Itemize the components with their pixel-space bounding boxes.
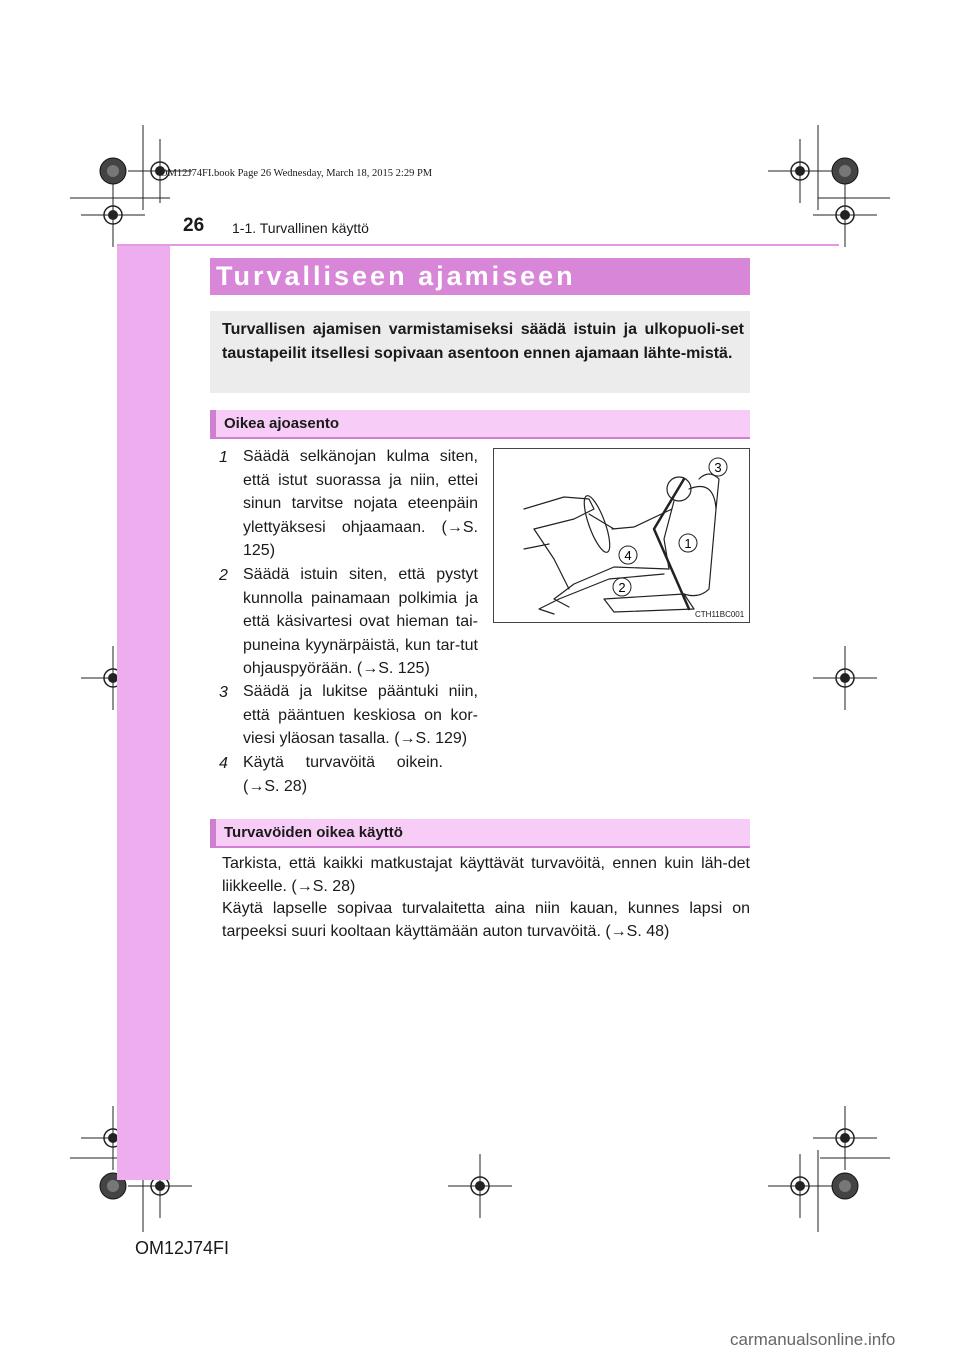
item-text: Käytä turvavöitä oikein. (→S. 28) <box>243 754 443 795</box>
driving-position-figure <box>493 448 750 623</box>
section-label: 1-1. Turvallinen käyttö <box>232 220 369 236</box>
header-rule <box>117 244 839 246</box>
callout-label: 4 <box>624 548 632 563</box>
item-number: 4 <box>219 755 228 772</box>
callout-label: 3 <box>714 460 722 475</box>
callout-label: 1 <box>684 536 692 551</box>
item-text: Säädä ja lukitse pääntuki niin, että pääntuen keskiosa on kor-viesi yläosan tasalla. (→S. 129) <box>243 683 478 747</box>
page-number: 26 <box>183 215 205 236</box>
book-info-line: OM12J74FI.book Page 26 Wednesday, March 18, 2015 2:29 PM <box>160 168 433 179</box>
watermark: carmanualsonline.info <box>730 1330 896 1349</box>
subheading-oikea-ajoasento: Oikea ajoasento <box>224 415 340 432</box>
side-tab-strip <box>117 245 170 1180</box>
item-number: 2 <box>219 567 228 584</box>
footer-code: OM12J74FI <box>135 1238 230 1258</box>
callout-label: 2 <box>618 580 626 595</box>
subheading-turvavoiden-kaytto: Turvavöiden oikea käyttö <box>224 824 403 841</box>
page-title: Turvalliseen ajamiseen <box>216 261 576 291</box>
paragraph-1: Tarkista, että kaikki matkustajat käyttävät turvavöitä, ennen kuin läh-det liikkeelle. (→S. 28) <box>222 855 750 895</box>
paragraph-2: Käytä lapselle sopivaa turvalaitetta aina niin kauan, kunnes lapsi on tarpeeksi suuri kooltaan käyttämään auton turvavöitä. (→S. 48) <box>222 900 750 940</box>
intro-text: Turvallisen ajamisen varmistamiseksi säädä istuin ja ulkopuoli-set taustapeilit itsellesi sopivaan asentoon ennen ajamaan lähte-mistä. <box>222 321 744 362</box>
item-text: Säädä selkänojan kulma siten, että istut suorassa ja niin, ettei sinun tarvitse nojata eteenpäin ylettyäksesi ohjaamaan. (→S. 125) <box>243 448 478 559</box>
figure-code: CTH11BC001 <box>695 610 745 619</box>
seated-driver-illustration <box>494 449 749 622</box>
item-number: 1 <box>219 449 228 466</box>
item-text: Säädä istuin siten, että pystyt kunnolla painamaan polkimia ja että käsivartesi ovat hieman tai-puneina kyynärpäistä, kun tar-tut ohjauspyörään. (→S. 125) <box>243 566 478 677</box>
item-number: 3 <box>219 684 228 701</box>
